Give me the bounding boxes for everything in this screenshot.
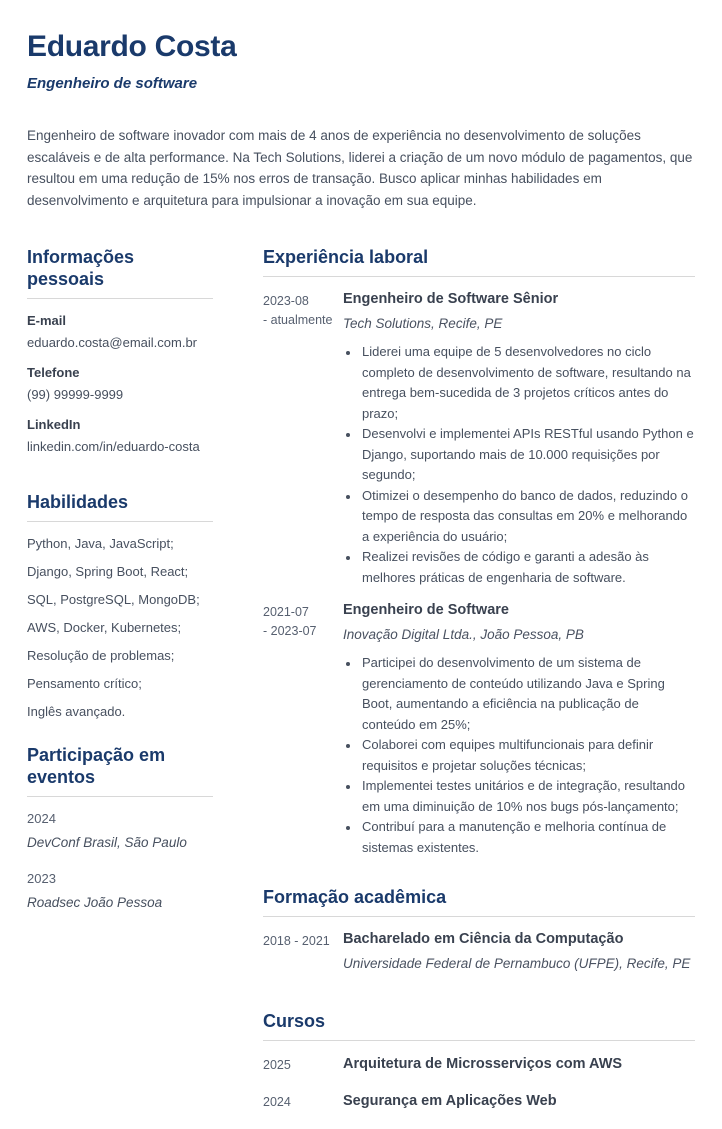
course-year: 2024 (263, 1095, 291, 1109)
contact-label: E-mail (27, 313, 67, 328)
section-divider (263, 916, 695, 917)
job-dates (263, 601, 343, 858)
education-school: Universidade Federal de Pernambuco (UFPE), Recife, PE (343, 956, 691, 971)
contact-label: Telefone (27, 365, 80, 380)
education-entry (263, 930, 695, 972)
job-body (343, 601, 695, 858)
bullet-item: • Contribuí para a manutenção e melhoria contínua de sistemas existentes. (360, 817, 695, 858)
job-body (343, 290, 695, 588)
job-date-end: - atualmente (263, 313, 333, 327)
job-entry (263, 601, 695, 858)
contact-value: (99) 99999-9999 (27, 387, 124, 402)
course-entry (263, 1092, 695, 1111)
event-year: 2024 (27, 811, 56, 826)
section-divider (27, 298, 213, 299)
job-title-text: Engenheiro de Software (343, 602, 509, 618)
courses-title: Cursos (263, 1011, 326, 1031)
education-body (343, 930, 695, 972)
job-date-start: 2023-08 (263, 294, 309, 308)
skill-item: Pensamento crítico; (27, 676, 142, 691)
job-company: Tech Solutions, Recife, PE (343, 316, 503, 331)
skill-item: Inglês avançado. (27, 704, 126, 719)
bullet-item: • Otimizei o desempenho do banco de dados, reduzindo o tempo de resposta das consultas em 20% e melhorando a experiência do usuário; (360, 486, 695, 548)
course-year: 2025 (263, 1058, 291, 1072)
skill-item: Python, Java, JavaScript; (27, 536, 174, 551)
person-job-title: Engenheiro de software (27, 75, 198, 92)
contact-item-phone (27, 364, 213, 403)
section-divider (27, 521, 213, 522)
events-title: Participação em eventos (27, 745, 166, 787)
bullet-item: • Liderei uma equipe de 5 desenvolvedores no ciclo completo de desenvolvimento de software, resultando na entrega bem-sucedida de 3 projetos críticos antes do prazo; (360, 342, 695, 424)
personal-info-title: Informações pessoais (27, 247, 135, 289)
job-title-text: Engenheiro de Software Sênior (343, 291, 559, 307)
section-divider (263, 276, 695, 277)
course-name: Arquitetura de Microsserviços com AWS (343, 1056, 623, 1072)
job-date-end: - 2023-07 (263, 624, 317, 638)
education-degree: Bacharelado em Ciência da Computação (343, 931, 624, 947)
bullet-item: • Realizei revisões de código e garanti a adesão às melhores práticas de engenharia de software. (360, 547, 695, 588)
event-item (27, 871, 213, 911)
section-courses (263, 1010, 695, 1111)
person-name: Eduardo Costa (27, 30, 237, 63)
job-company: Inovação Digital Ltda., João Pessoa, PB (343, 627, 584, 642)
event-name: Roadsec João Pessoa (27, 895, 163, 910)
course-name: Segurança em Aplicações Web (343, 1093, 557, 1109)
contact-item-email (27, 312, 213, 351)
bullet-item: • Implementei testes unitários e de integração, resultando em uma diminuição de 10% nos bugs pós-lançamento; (360, 776, 695, 817)
education-title: Formação acadêmica (263, 887, 447, 907)
contact-value: linkedin.com/in/eduardo-costa (27, 439, 200, 454)
job-date-start: 2021-07 (263, 605, 309, 619)
sidebar-column (27, 246, 213, 1129)
event-name: DevConf Brasil, São Paulo (27, 835, 187, 850)
contact-label: LinkedIn (27, 417, 81, 432)
contact-value: eduardo.costa@email.com.br (27, 335, 197, 350)
skill-item: Django, Spring Boot, React; (27, 564, 189, 579)
section-education (263, 886, 695, 972)
section-experience (263, 246, 695, 858)
section-events (27, 744, 213, 911)
skill-item: AWS, Docker, Kubernetes; (27, 620, 182, 635)
bullet-item: • Colaborei com equipes multifuncionais para definir requisitos e projetar soluções técnicas; (360, 735, 695, 776)
job-entry (263, 290, 695, 588)
contact-item-linkedin (27, 416, 213, 455)
bullet-item: • Desenvolvi e implementei APIs RESTful usando Python e Django, suportando mais de 10.000 requisições por segundo; (360, 424, 695, 486)
event-year: 2023 (27, 871, 56, 886)
job-bullets (343, 653, 695, 858)
main-column (263, 246, 695, 1129)
job-dates (263, 290, 343, 588)
section-divider (263, 1040, 695, 1041)
experience-title: Experiência laboral (263, 247, 429, 267)
section-skills (27, 491, 213, 720)
course-entry (263, 1055, 695, 1074)
skill-item: Resolução de problemas; (27, 648, 175, 663)
event-item (27, 811, 213, 851)
skills-title: Habilidades (27, 492, 129, 512)
profile-summary: Engenheiro de software inovador com mais de 4 anos de experiência no desenvolvimento de soluções escaláveis e de alta performance. Na Tech Solutions, liderei a criação de um novo módulo de pagamentos, que resultou em uma redução de 15% nos erros de transação. Busco aplicar minhas habilidades em desenvolvimento e arquitetura para impulsionar a inovação em sua equipe. (27, 128, 693, 208)
section-personal-info (27, 246, 213, 455)
two-column-layout (27, 246, 695, 1129)
education-dates: 2018 - 2021 (263, 934, 330, 948)
skill-item: SQL, PostgreSQL, MongoDB; (27, 592, 200, 607)
bullet-item: • Participei do desenvolvimento de um sistema de gerenciamento de conteúdo utilizando Java e Spring Boot, aumentando a eficiência na publicação de conteúdo em 25%; (360, 653, 695, 735)
skills-list (27, 536, 213, 720)
job-bullets (343, 342, 695, 588)
section-divider (27, 796, 213, 797)
